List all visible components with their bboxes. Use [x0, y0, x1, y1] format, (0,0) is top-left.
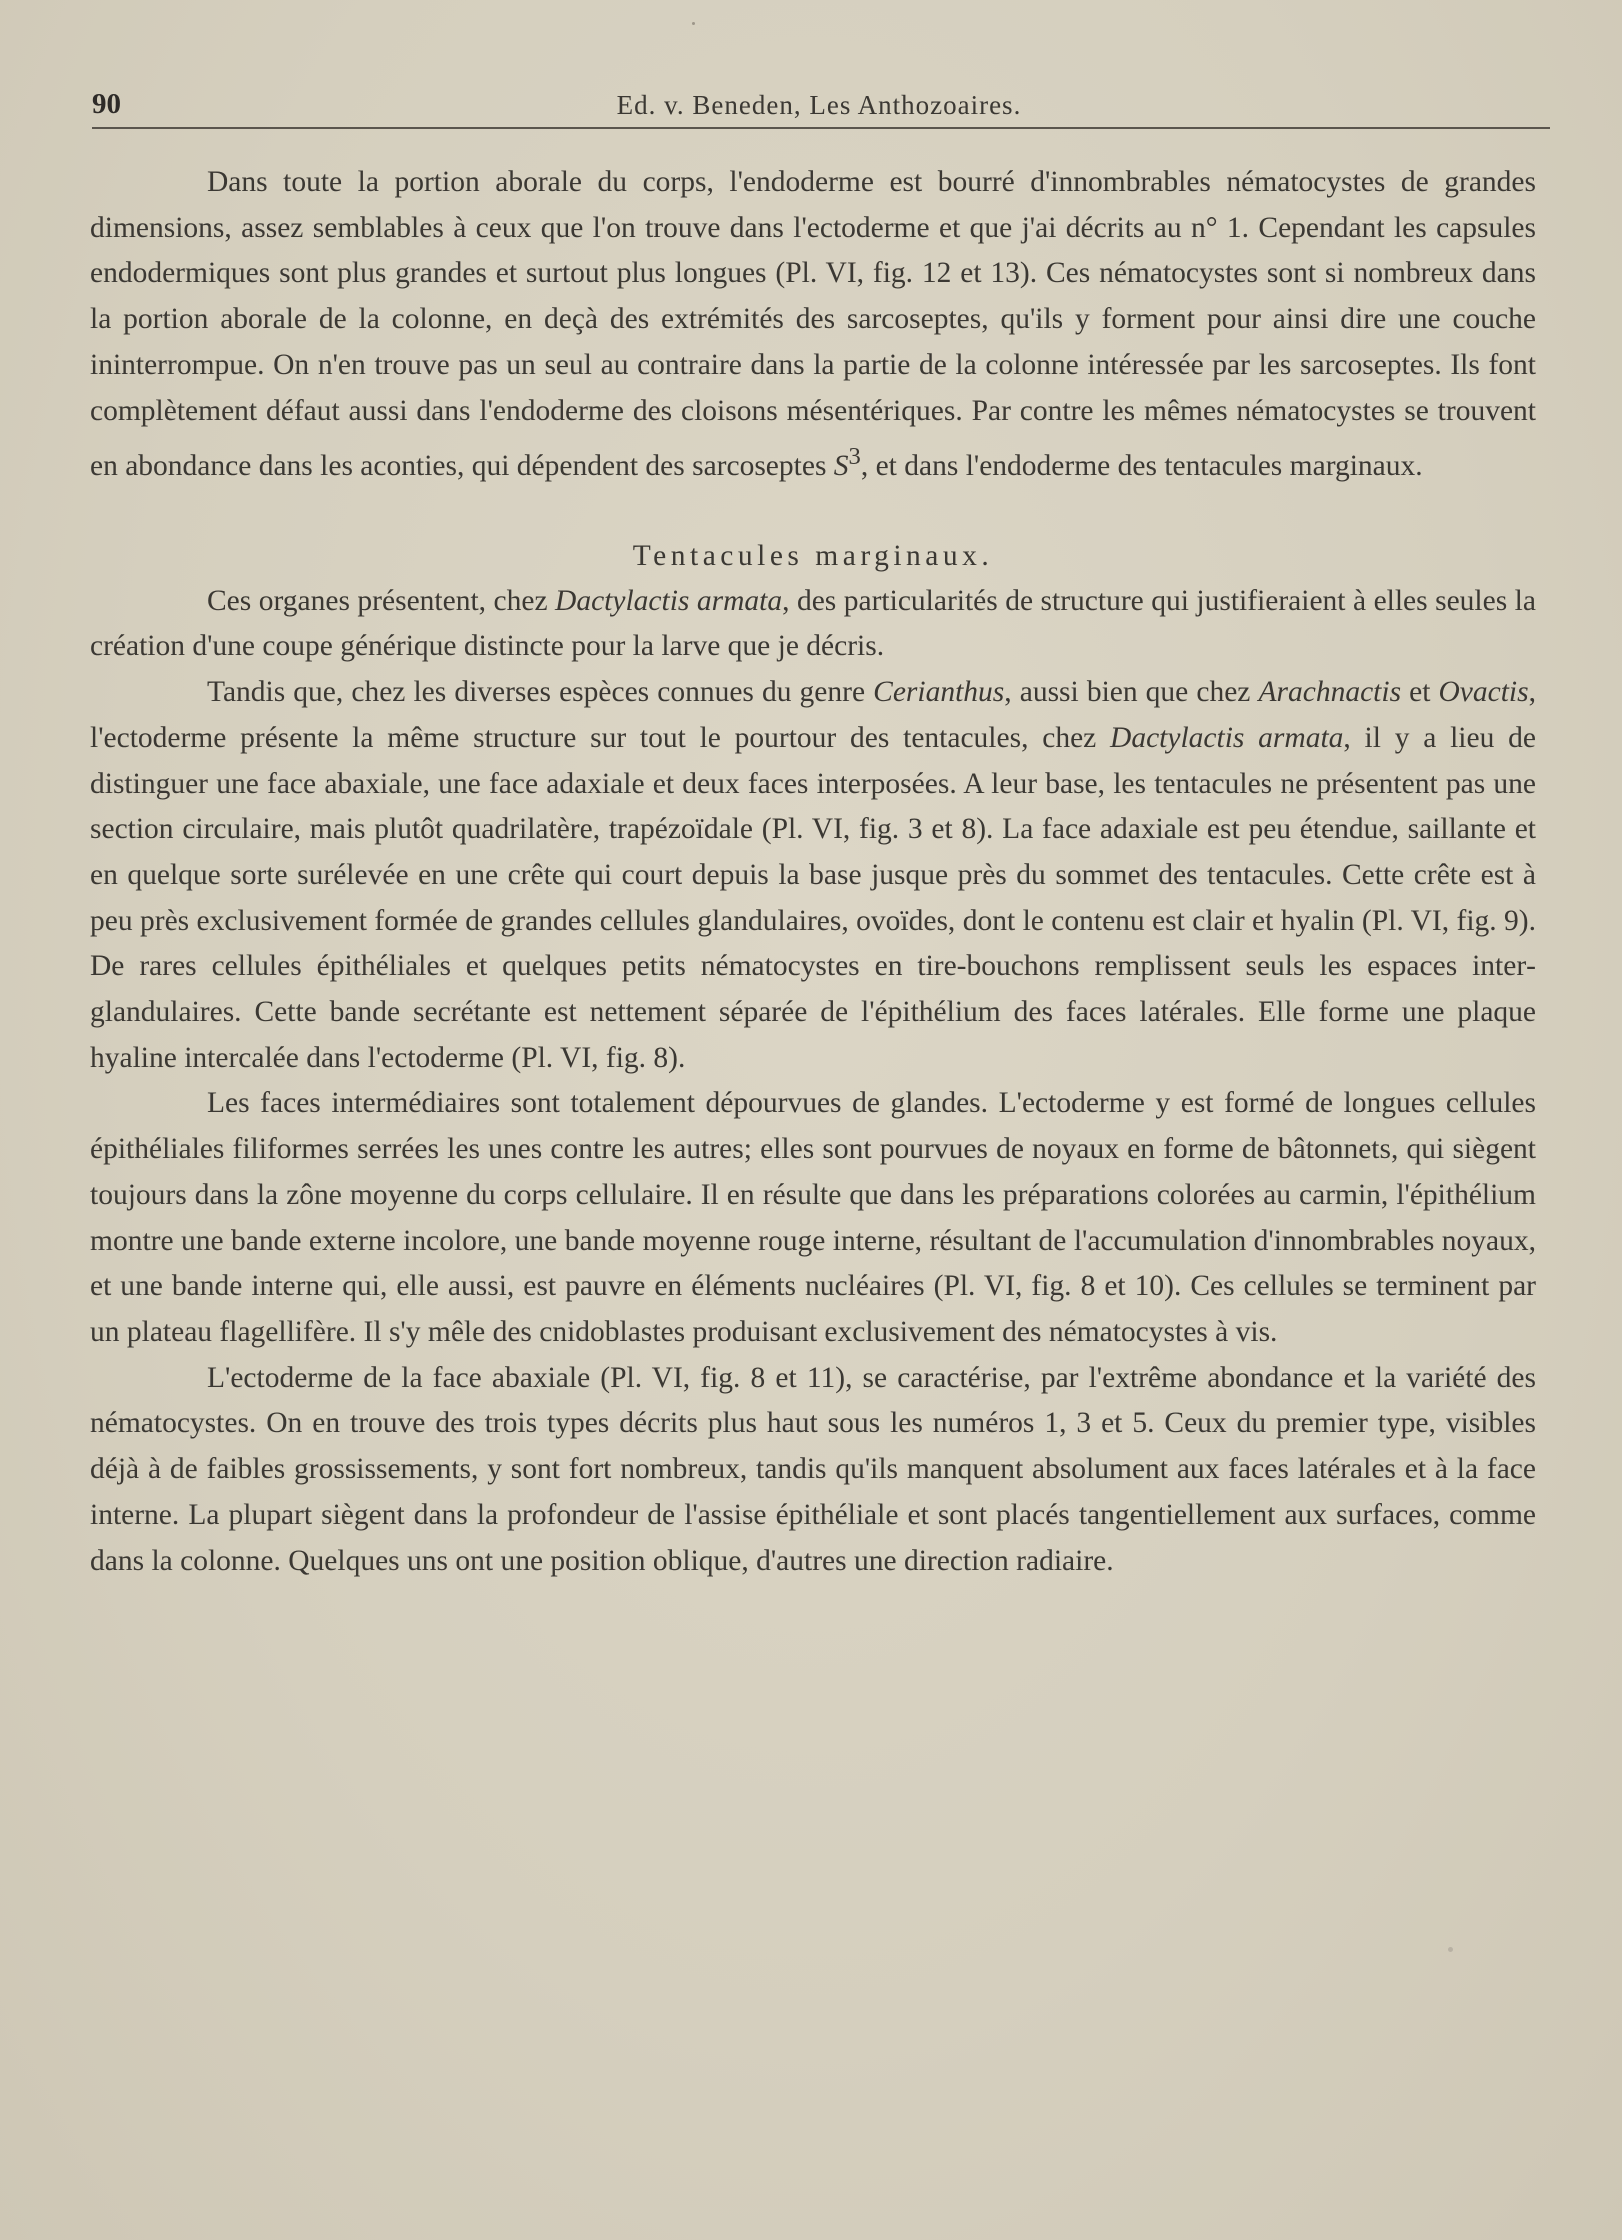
page-number: 90 — [92, 88, 121, 120]
paragraph-3-text-b: , aussi bien que chez — [1004, 676, 1259, 709]
paper-speck — [692, 22, 695, 25]
paragraph-1-text: Dans toute la portion aborale du corps, l'endoderme est bourré d'innombrables nématocystes de grandes dimensions, assez semblables à ceux que l'on trouve dans l'ectoderme et que j'ai décrits au n° 1. Cependant les capsules endodermiques sont plus grandes et surtout plus longues (Pl. VI, fig. 12 et 13). Ces nématocystes sont si nombreux dans la portion aborale de la colonne, en deçà des extrémités des sarcoseptes, qu'ils y forment pour ainsi dire une couche ininterrompue. On n'en trouve pas un seul au contraire dans la partie de la colonne intéressée par les sarcoseptes. Ils font complètement défaut aussi dans l'endoderme des cloisons mésentériques. Par contre les mêmes nématocystes se trouvent en abondance dans les aconties, qui dépendent des sarcoseptes — [90, 166, 1536, 483]
sarcosepte-symbol: S — [833, 450, 849, 483]
species-name-dactylactis: Dactylactis armata — [1110, 721, 1344, 754]
header-rule — [92, 127, 1550, 129]
section-title: Tentacules marginaux. — [632, 539, 994, 572]
paper-speck — [1448, 1947, 1453, 1952]
running-head: Ed. v. Beneden, Les Anthozoaires. — [616, 90, 1022, 120]
sarcosepte-superscript: 3 — [848, 443, 861, 471]
paragraph-2-text: Ces organes présentent, chez — [207, 584, 556, 617]
paragraph-2 — [90, 579, 1536, 670]
body-text — [90, 160, 1536, 1584]
paragraph-4: Les faces intermédiaires sont totalement dépourvues de glandes. L'ectoderme y est formé de longues cellules épithéliales filiformes serrées les unes contre les autres; elles sont pourvues de noyaux en forme de bâtonnets, qui siègent toujours dans la zône moyenne du corps cellulaire. Il en résulte que dans les préparations colorées au carmin, l'épithélium montre une bande externe incolore, une bande moyenne rouge interne, résultant de l'accumulation d'innombrables noyaux, et une bande interne qui, elle aussi, est pauvre en éléments nucléaires (Pl. VI, fig. 8 et 10). Ces cellules se terminent par un plateau flagellifère. Il s'y mêle des cnidoblastes produisant exclusivement des nématocystes à vis. — [90, 1087, 1536, 1348]
page-header — [92, 88, 1546, 128]
genus-name-cerianthus: Cerianthus — [873, 676, 1005, 709]
paragraph-1-text-end: , et dans l'endoderme des tentacules marginaux. — [860, 450, 1423, 483]
paragraph-1 — [90, 160, 1536, 490]
paragraph-2-text-end: , des particularités de structure qui justifieraient à elles seules la création d'une coupe générique distincte pour la larve que je décris. — [90, 584, 1536, 663]
paragraph-3-text-e: , il y a lieu de distinguer une face abaxiale, une face adaxiale et deux faces interposées. A leur base, les tentacules ne présentent pas une section circulaire, mais plutôt quadrilatère, trapézoïdale (Pl. VI, fig. 3 et 8). La face adaxiale est peu étendue, saillante et en quelque sorte surélevée en une crête qui court depuis la base jusque près du sommet des tentacules. Cette crête est à peu près exclusivement formée de grandes cellules glandulaires, ovoïdes, dont le contenu est clair et hyalin (Pl. VI, fig. 9). De rares cellules épithéliales et quelques petits nématocystes en tire-bouchons remplissent seuls les espaces interglandulaires. Cette bande secrétante est nettement séparée de l'épithélium des faces latérales. Elle forme une plaque hyaline intercalée dans l'ectoderme (Pl. VI, fig. 8). — [90, 721, 1536, 1074]
paragraph-3-text-c: et — [1401, 676, 1439, 709]
species-name: Dactylactis armata — [555, 584, 783, 617]
paragraph-3-text-d: , l'ectoderme présente la même structure sur tout le pourtour des tentacules, chez — [90, 676, 1536, 754]
genus-name-ovactis: Ovactis — [1438, 676, 1529, 709]
paragraph-3 — [90, 670, 1536, 1081]
paragraph-3-text: Tandis que, chez les diverses espèces connues du genre — [207, 676, 874, 709]
paragraph-5: L'ectoderme de la face abaxiale (Pl. VI, fig. 8 et 11), se caractérise, par l'extrême abondance et la variété des nématocystes. On en trouve des trois types décrits plus haut sous les numéros 1, 3 et 5. Ceux du premier type, visibles déjà à de faibles grossissements, y sont fort nombreux, tandis qu'ils manquent absolument aux faces latérales et à la face interne. La plupart siègent dans la profondeur de l'assise épithéliale et sont placés tangentiellement aux surfaces, comme dans la colonne. Quelques uns ont une position oblique, d'autres une direction radiaire. — [90, 1361, 1536, 1577]
genus-name-arachnactis: Arachnactis — [1258, 676, 1402, 709]
